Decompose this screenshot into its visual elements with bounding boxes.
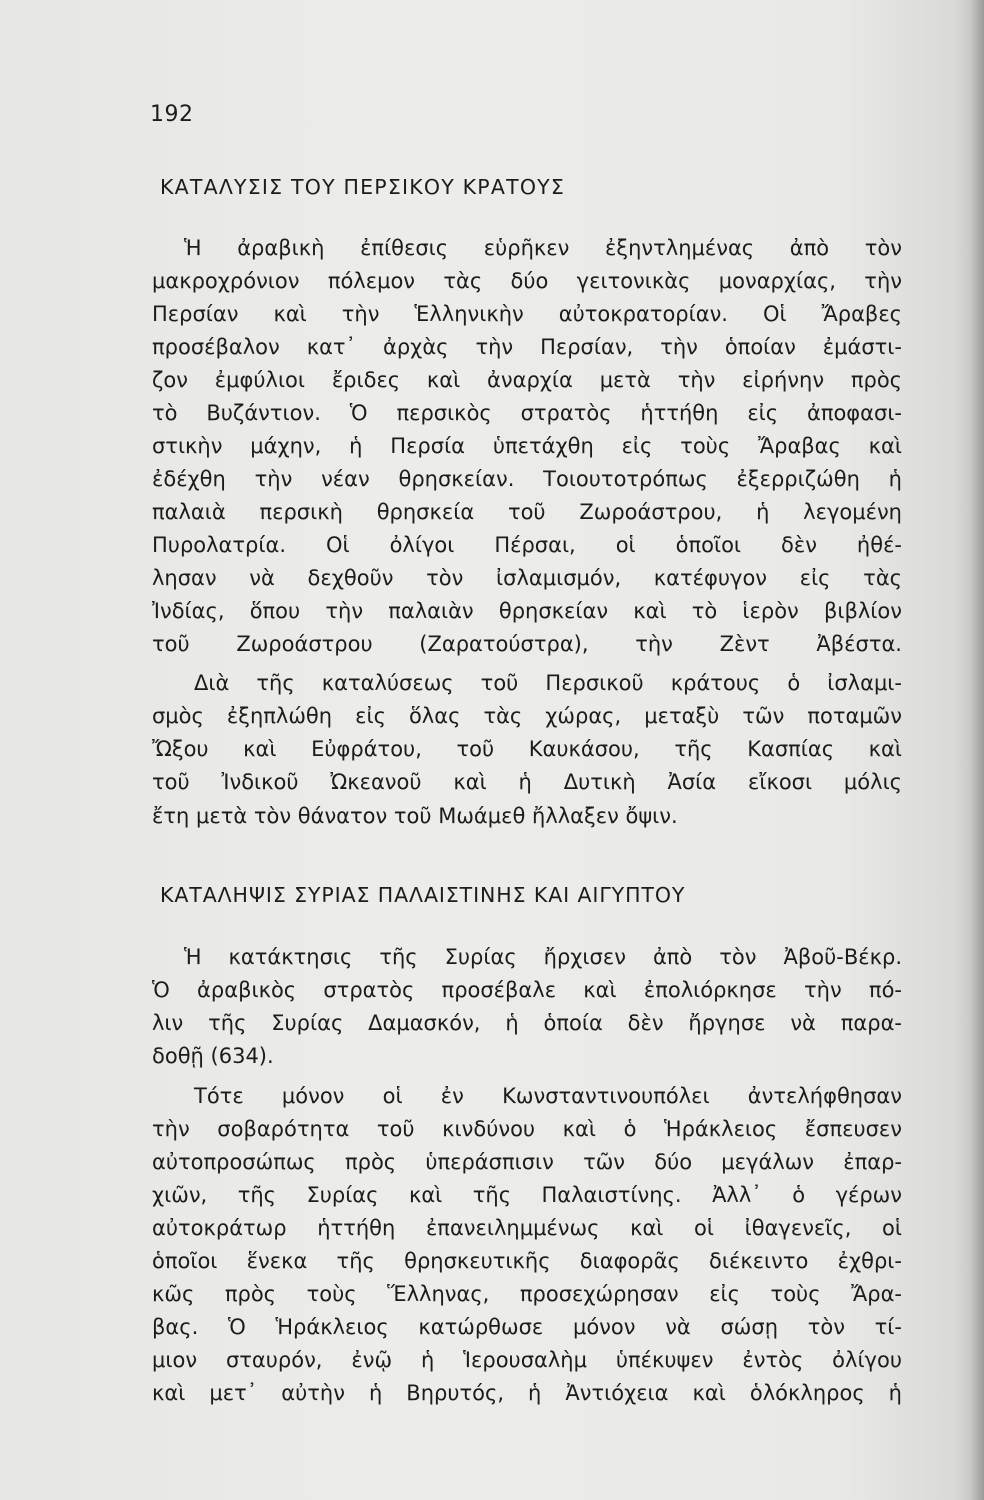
text-line: τοῦ Ζωροάστρου (Ζαρατούστρα), τὴν Ζὲντ Ἀβέστα.: [152, 632, 902, 656]
text-line: Ὁ ἀραβικὸς στρατὸς προσέβαλε καὶ ἐπολιόρκησε τὴν πό-: [152, 978, 902, 1002]
text-line: ἐδέχθη τὴν νέαν θρησκείαν. Τοιουτοτρόπως ἐξερριζώθη ἡ: [152, 467, 902, 491]
text-line: Ἡ ἀραβικὴ ἐπίθεσις εὑρῆκεν ἐξηντλημένας ἀπὸ τὸν: [184, 236, 902, 260]
text-line: καὶ μετ᾿ αὐτὴν ἡ Βηρυτός, ἡ Ἀντιόχεια καὶ ὁλόκληρος ἡ: [152, 1381, 902, 1405]
text-line: προσέβαλον κατ᾿ ἀρχὰς τὴν Περσίαν, τὴν ὁποίαν ἐμάστι-: [152, 335, 902, 359]
text-line: κῶς πρὸς τοὺς Ἕλληνας, προσεχώρησαν εἰς τοὺς Ἄρα-: [152, 1282, 902, 1306]
text-line: σμὸς ἐξηπλώθη εἰς ὅλας τὰς χώρας, μεταξὺ τῶν ποταμῶν: [152, 704, 902, 728]
text-line: Ὤξου καὶ Εὐφράτου, τοῦ Καυκάσου, τῆς Κασπίας καὶ: [152, 737, 902, 761]
section-heading-persian: ΚΑΤΑΛΥΣΙΣ ΤΟΥ ΠΕΡΣΙΚΟΥ ΚΡΑΤΟΥΣ: [160, 175, 566, 199]
text-line: ζον ἐμφύλιοι ἔριδες καὶ ἀναρχία μετὰ τὴν εἰρήνην πρὸς: [152, 368, 902, 392]
text-line: Ἡ κατάκτησις τῆς Συρίας ἤρχισεν ἀπὸ τὸν Ἀβοῦ-Βέκρ.: [184, 945, 902, 969]
text-line: λησαν νὰ δεχθοῦν τὸν ἰσλαμισμόν, κατέφυγον εἰς τὰς: [152, 566, 902, 590]
text-line: δοθῇ (634).: [152, 1044, 274, 1068]
text-line: βας. Ὁ Ἡράκλειος κατώρθωσε μόνον νὰ σώσῃ τὸν τί-: [152, 1315, 902, 1339]
text-line: τὸ Βυζάντιον. Ὁ περσικὸς στρατὸς ἡττήθη εἰς ἀποφασι-: [152, 401, 902, 425]
text-line: ἔτη μετὰ τὸν θάνατον τοῦ Μωάμεθ ἤλλαξεν ὄψιν.: [152, 804, 678, 828]
text-line: στικὴν μάχην, ἡ Περσία ὑπετάχθη εἰς τοὺς Ἄραβας καὶ: [152, 434, 902, 458]
text-line: μακροχρόνιον πόλεμον τὰς δύο γειτονικὰς μοναρχίας, τὴν: [152, 269, 902, 293]
page-edge-shadow: [970, 0, 984, 1500]
text-line: παλαιὰ περσικὴ θρησκεία τοῦ Ζωροάστρου, ἡ λεγομένη: [152, 500, 902, 524]
text-line: τὴν σοβαρότητα τοῦ κινδύνου καὶ ὁ Ἡράκλειος ἔσπευσεν: [152, 1117, 902, 1141]
text-line: χιῶν, τῆς Συρίας καὶ τῆς Παλαιστίνης. Ἀλλ᾿ ὁ γέρων: [152, 1183, 902, 1207]
text-line: λιν τῆς Συρίας Δαμασκόν, ἡ ὁποία δὲν ἤργησε νὰ παρα-: [152, 1011, 902, 1035]
text-line: ὁποῖοι ἕνεκα τῆς θρησκευτικῆς διαφορᾶς διέκειντο ἐχθρι-: [152, 1249, 902, 1273]
section-heading-syria: ΚΑΤΑΛΗΨΙΣ ΣΥΡΙΑΣ ΠΑΛΑΙΣΤΙΝΗΣ ΚΑΙ ΑΙΓΥΠΤΟΥ: [160, 883, 686, 907]
text-line: αὐτοκράτωρ ἡττήθη ἐπανειλημμένως καὶ οἱ ἰθαγενεῖς, οἱ: [152, 1216, 902, 1240]
text-line: αὐτοπροσώπως πρὸς ὑπεράσπισιν τῶν δύο μεγάλων ἐπαρ-: [152, 1150, 902, 1174]
text-line: Πυρολατρία. Οἱ ὀλίγοι Πέρσαι, οἱ ὁποῖοι δὲν ἠθέ-: [152, 533, 902, 557]
text-line: Τότε μόνον οἱ ἐν Κωνσταντινουπόλει ἀντελήφθησαν: [194, 1084, 902, 1108]
page-number: 192: [150, 102, 194, 127]
text-line: Διὰ τῆς καταλύσεως τοῦ Περσικοῦ κράτους ὁ ἰσλαμι-: [194, 671, 902, 695]
text-line: μιον σταυρόν, ἐνῷ ἡ Ἱερουσαλὴμ ὑπέκυψεν ἐντὸς ὀλίγου: [152, 1348, 902, 1372]
text-line: τοῦ Ἰνδικοῦ Ὠκεανοῦ καὶ ἡ Δυτικὴ Ἀσία εἴκοσι μόλις: [152, 770, 902, 794]
text-line: Ἰνδίας, ὅπου τὴν παλαιὰν θρησκείαν καὶ τὸ ἱερὸν βιβλίον: [152, 599, 902, 623]
text-line: Περσίαν καὶ τὴν Ἑλληνικὴν αὐτοκρατορίαν. Οἱ Ἄραβες: [152, 302, 902, 326]
